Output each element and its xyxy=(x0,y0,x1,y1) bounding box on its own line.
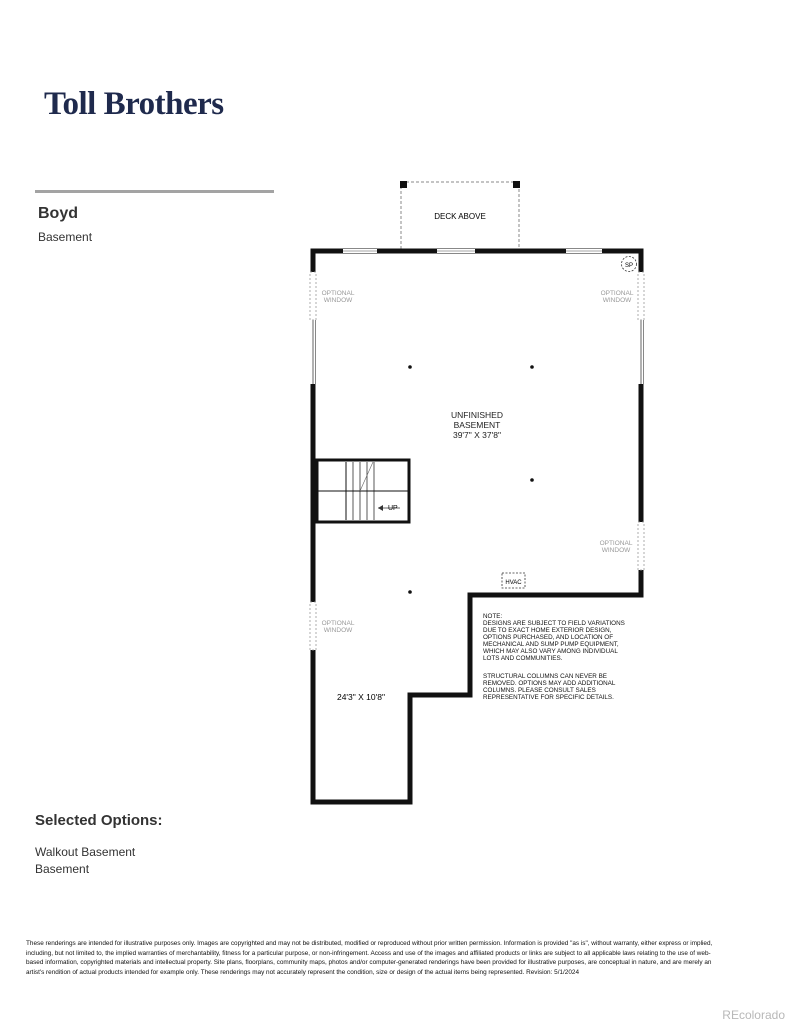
note-line: COLUMNS. PLEASE CONSULT SALES xyxy=(483,687,596,694)
opt-window-label-c2: WINDOW xyxy=(601,547,631,554)
column xyxy=(408,590,412,594)
opt-window-label-a1: OPTIONAL xyxy=(321,290,355,297)
note-line: REMOVED. OPTIONS MAY ADD ADDITIONAL xyxy=(483,680,616,687)
note-line: LOTS AND COMMUNITIES. xyxy=(483,655,563,662)
brand-logo: Toll Brothers xyxy=(44,86,224,122)
room-label-1: UNFINISHED xyxy=(451,410,503,420)
opt-window-label-b1: OPTIONAL xyxy=(600,290,634,297)
lower-dimensions: 24'3" X 10'8" xyxy=(336,692,386,702)
note-line: NOTE: xyxy=(483,613,503,620)
optional-window-right-lower xyxy=(638,522,644,570)
deck-post-left xyxy=(400,181,407,188)
optional-window-left-lower xyxy=(310,602,316,650)
column xyxy=(530,478,534,482)
stairs-arrow-icon xyxy=(378,505,383,511)
selected-option-item: Basement xyxy=(35,862,90,876)
room-dimensions: 39'7" X 37'8" xyxy=(452,430,502,440)
note-line: OPTIONS PURCHASED, AND LOCATION OF xyxy=(483,634,614,641)
selected-options-title: Selected Options: xyxy=(35,812,163,829)
sump-pump-label: SP xyxy=(624,263,634,269)
note-line: WHICH MAY ALSO VARY AMONG INDIVIDUAL xyxy=(483,648,618,655)
note-line: REPRESENTATIVE FOR SPECIFIC DETAILS. xyxy=(483,694,614,701)
structural-columns xyxy=(408,365,534,594)
selected-option-item: Walkout Basement xyxy=(35,845,136,859)
optional-window-right-upper xyxy=(638,272,644,320)
hvac-label: HVAC xyxy=(505,580,522,586)
legal-disclaimer: These renderings are intended for illustrative purposes only. Images are copyrighted and may not be distributed, modified or reproduced without prior written permission. Information is provided "as is", without warranty, either express or implied, including, but not limited to, the implied warranties of merchantability, fitness for a particular purpose, or non-infringement. Access and use of the images and affiliated products or links are subject to all applicable laws relating to the use of web-based information, copyrighted materials and intellectual property. Site plans, floorplans, community maps, photos and/or computer-generated renderings have been provided for illustrative purposes, are conceptual in nature, and are merely an artist's rendition of actual products intended for example only. These renderings may not accurately represent the condition, size or design of the actual items being represented. Revision: 5/1/2024 xyxy=(26,940,713,976)
opt-window-label-d2: WINDOW xyxy=(323,627,353,634)
opt-window-label-d1: OPTIONAL xyxy=(321,620,355,627)
opt-window-label-b2: WINDOW xyxy=(602,297,632,304)
basement-walls xyxy=(313,251,641,802)
column xyxy=(408,365,412,369)
note-line: STRUCTURAL COLUMNS CAN NEVER BE xyxy=(483,673,607,680)
column xyxy=(530,365,534,369)
room-label-2: BASEMENT xyxy=(453,420,501,430)
opt-window-label-c1: OPTIONAL xyxy=(599,540,633,547)
watermark: REcolorado xyxy=(722,1008,785,1022)
deck-label: DECK ABOVE xyxy=(434,212,486,221)
stairs-label: UP xyxy=(388,505,398,512)
optional-window-left-upper xyxy=(310,272,316,320)
opt-window-label-a2: WINDOW xyxy=(323,297,353,304)
note-line: MECHANICAL AND SUMP PUMP EQUIPMENT, xyxy=(483,641,619,648)
plan-name: Boyd xyxy=(38,205,78,222)
stairs xyxy=(317,460,409,522)
note-line: DESIGNS ARE SUBJECT TO FIELD VARIATIONS xyxy=(483,620,625,627)
level-name: Basement xyxy=(38,230,93,244)
note-line: DUE TO EXACT HOME EXTERIOR DESIGN, xyxy=(483,627,612,634)
deck-post-right xyxy=(513,181,520,188)
